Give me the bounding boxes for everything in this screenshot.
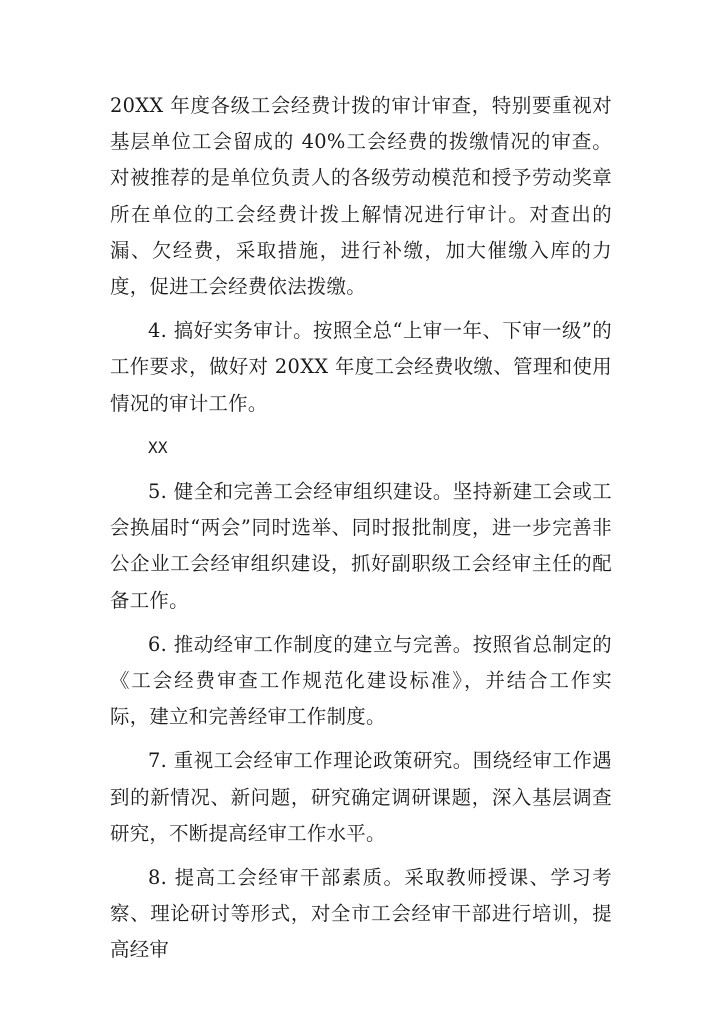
paragraph-item-7: 7. 重视工会经审工作理论政策研究。围绕经审工作遇到的新情况、新问题，研究确定调研课题，深入基层调查研究，不断提高经审工作水平。 xyxy=(110,749,612,845)
paragraph-item-4: 4. 搞好实务审计。按照全总“上审一年、下审一级”的工作要求，做好对 20XX 年度工会经费收缴、管理和使用情况的审计工作。 xyxy=(110,319,612,415)
document-body xyxy=(110,88,612,969)
paragraph-placeholder: XX xyxy=(148,437,168,457)
paragraph-audit-review: 20XX 年度各级工会经费计拨的审计审查，特别要重视对基层单位工会留成的 40%工会经费的拨缴情况的审查。对被推荐的是单位负责人的各级劳动模范和授予劳动奖章所在单位的工会经费计拨上解情况进行审计。对查出的漏、欠经费，采取措施，进行补缴，加大催缴入库的力度，促进工会经费依法拨缴。 xyxy=(110,94,612,299)
paragraph-item-6: 6. 推动经审工作制度的建立与完善。按照省总制定的《工会经费审查工作规范化建设标准》，并结合工作实际，建立和完善经审工作制度。 xyxy=(110,632,612,729)
paragraph-item-5: 5. 健全和完善工会经审组织建设。坚持新建工会或工会换届时“两会”同时选举、同时报批制度，进一步完善非公企业工会经审组织建设，抓好副职级工会经审主任的配备工作。 xyxy=(110,480,612,612)
paragraph-item-8: 8. 提高工会经审干部素质。采取教师授课、学习考察、理论研讨等形式，对全市工会经审干部进行培训，提高经审 xyxy=(110,866,612,962)
